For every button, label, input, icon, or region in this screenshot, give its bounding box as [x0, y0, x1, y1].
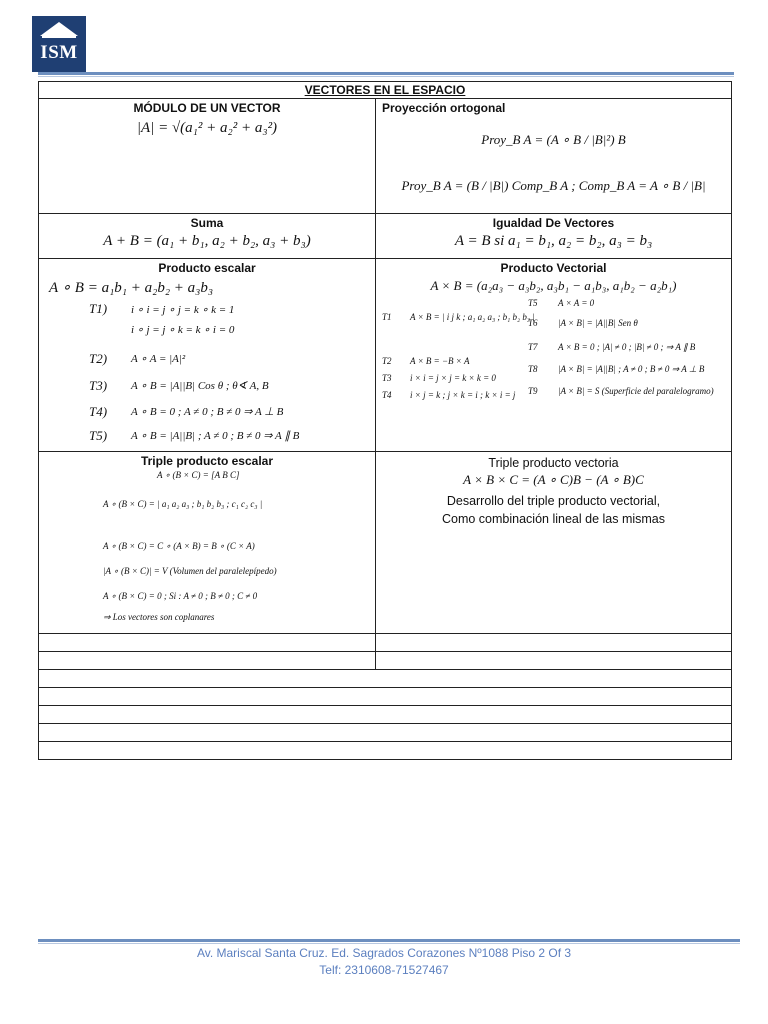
vectorial-text: A × B = | i j k ; a₁ a₂ a₃ ; b₁ b₂ b₃ |: [410, 312, 535, 322]
theorem-text: A ∘ B = |A||B| ; A ≠ 0 ; B ≠ 0 ⇒ A ∥ B: [131, 430, 300, 442]
vectorial-text: i × j = k ; j × k = i ; k × i = j: [410, 390, 516, 400]
vectorial-label: T9: [528, 386, 538, 396]
vectorial-title: Producto Vectorial: [500, 261, 607, 275]
triple-escalar-line: |A ∘ (B × C)| = V (Volumen del paralelepípedo): [103, 566, 277, 576]
suma-formula: A + B = (a₁ + b₁, a₂ + b₂, a₃ + b₃): [103, 233, 311, 249]
vectorial-text: A × B = −B × A: [410, 356, 470, 366]
empty-cell: [39, 652, 376, 670]
empty-cell: [376, 634, 732, 652]
escalar-theorem-row: [89, 426, 375, 448]
sheet-header-cell: [39, 82, 732, 99]
triple-vectorial-cell: [376, 452, 732, 634]
vectorial-label: T2: [382, 356, 392, 366]
proyeccion-cell: [376, 99, 732, 214]
footer-phone: Telf: 2310608-71527467: [319, 963, 449, 977]
footer-rule-thin: [38, 943, 740, 944]
vectorial-label: T5: [528, 298, 538, 308]
igualdad-title: Igualdad De Vectores: [492, 216, 615, 230]
vectorial-label: T3: [382, 373, 392, 383]
empty-cell: [376, 652, 732, 670]
logo-text: ISM: [40, 42, 78, 63]
escalar-theorem-row: [89, 321, 375, 347]
igualdad-formula: A = B si a₁ = b₁, a₂ = b₂, a₃ = b₃: [454, 233, 653, 249]
vectorial-label: T7: [528, 342, 538, 352]
vectorial-label: T6: [528, 318, 538, 328]
triple-escalar-line: A ∘ (B × C) = C ∘ (A × B) = B ∘ (C × A): [103, 541, 255, 551]
theorem-text: A ∘ B = 0 ; A ≠ 0 ; B ≠ 0 ⇒ A ⊥ B: [131, 406, 284, 418]
vectorial-label: T1: [382, 312, 392, 322]
sheet-title: VECTORES EN EL ESPACIO: [304, 83, 466, 97]
empty-cell: [39, 634, 376, 652]
proyeccion-formula-1: Proy_B A = (A ∘ B / |B|²) B: [481, 132, 626, 147]
triple-vectorial-desc-2: Como combinación lineal de las mismas: [441, 512, 665, 526]
theorem-label: T2): [89, 351, 108, 366]
triple-escalar-cell: [39, 452, 376, 634]
escalar-theorem-row: [89, 299, 375, 321]
vectorial-label: T8: [528, 364, 538, 374]
proyeccion-title: Proyección ortogonal: [382, 101, 506, 115]
theorem-text: A ∘ A = |A|²: [131, 353, 186, 365]
vectorial-text: A × B = 0 ; |A| ≠ 0 ; |B| ≠ 0 ; ⇒ A ∥ B: [558, 342, 696, 352]
triple-vectorial-title: Triple producto vectoria: [488, 456, 619, 470]
theorem-label: T3): [89, 378, 108, 393]
proyeccion-formula-2: Proy_B A = (B / |B|) Comp_B A ; Comp_B A = A ∘ B / |B|: [401, 178, 706, 193]
escalar-theorem-row: [89, 375, 375, 402]
empty-row: [39, 670, 732, 688]
escalar-formula: A ∘ B = a₁b₁ + a₂b₂ + a₃b₃: [49, 280, 214, 296]
triple-escalar-line: A ∘ (B × C) = 0 ; Si : A ≠ 0 ; B ≠ 0 ; C ≠ 0: [103, 591, 258, 601]
empty-row: [39, 688, 732, 706]
footer-address: Av. Mariscal Santa Cruz. Ed. Sagrados Corazones Nº1088 Piso 2 Of 3: [196, 946, 572, 960]
theorem-text: i ∘ i = j ∘ j = k ∘ k = 1: [131, 304, 235, 316]
modulo-title: MÓDULO DE UN VECTOR: [133, 101, 281, 115]
suma-title: Suma: [190, 216, 224, 230]
triple-vectorial-desc-1: Desarrollo del triple producto vectorial,: [446, 494, 661, 508]
empty-row: [39, 706, 732, 724]
theorem-label: T1): [89, 301, 108, 316]
vectorial-text: |A × B| = |A||B| Sen θ: [558, 318, 638, 328]
igualdad-cell: [376, 214, 732, 259]
triple-escalar-line: A ∘ (B × C) = | a₁ a₂ a₃ ; b₁ b₂ b₃ ; c₁ c₂ c₃ |: [103, 499, 263, 509]
modulo-formula: |A| = √(a₁² + a₂² + a₃²): [136, 120, 278, 136]
modulo-cell: [39, 99, 376, 214]
escalar-cell: [39, 259, 376, 452]
triple-escalar-line: A ∘ (B × C) = [A B C]: [157, 470, 240, 480]
theorem-text: i ∘ j = j ∘ k = k ∘ i = 0: [131, 324, 235, 336]
theorem-label: T4): [89, 404, 108, 419]
formula-sheet: [38, 81, 732, 760]
vectorial-text: A × A = 0: [558, 298, 595, 308]
escalar-theorem-row: [89, 402, 375, 426]
theorem-text: A ∘ B = |A||B| Cos θ ; θ∢ A, B: [131, 380, 269, 392]
header-rule-thin: [38, 76, 734, 77]
footer-rule: [38, 939, 740, 942]
vectorial-text: |A × B| = |A||B| ; A ≠ 0 ; B ≠ 0 ⇒ A ⊥ B: [558, 364, 705, 374]
theorem-label: T5): [89, 428, 108, 443]
suma-cell: [39, 214, 376, 259]
escalar-theorem-row: [89, 347, 375, 375]
vectorial-text: |A × B| = S (Superficie del paralelogramo): [558, 386, 714, 396]
vectorial-formula: A × B = (a₂a₃ − a₃b₂, a₃b₁ − a₁b₃, a₁b₂ − a₂b₁): [430, 278, 677, 293]
vectorial-text: i × i = j × j = k × k = 0: [410, 373, 496, 383]
escalar-title: Producto escalar: [158, 261, 256, 275]
vectorial-cell: [376, 259, 732, 452]
triple-escalar-title: Triple producto escalar: [140, 454, 274, 468]
ism-logo: [32, 16, 86, 72]
triple-vectorial-formula: A × B × C = (A ∘ C)B − (A ∘ B)C: [463, 472, 644, 487]
vectorial-label: T4: [382, 390, 392, 400]
header-rule: [38, 72, 734, 75]
empty-row: [39, 742, 732, 760]
empty-row: [39, 724, 732, 742]
triple-escalar-line: ⇒ Los vectores son coplanares: [103, 612, 215, 622]
